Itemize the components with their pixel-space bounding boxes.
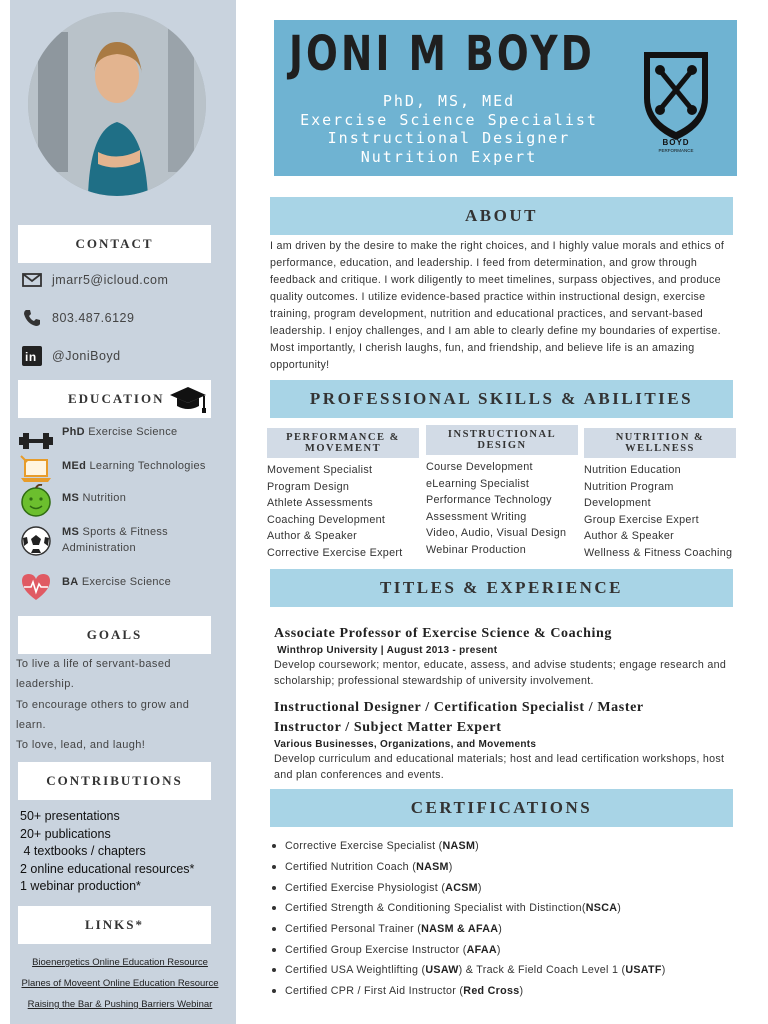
credentials: PhD, MS, MEd [382,92,516,110]
linkedin-row[interactable] [22,346,121,366]
skill-title-line: PERFORMANCE & [286,432,400,443]
contact-heading: CONTACT [18,225,211,263]
apple-icon [18,484,54,518]
cert-org: Red Cross [463,985,520,998]
skill-item: Movement Specialist [267,464,373,476]
header-subtitle [294,92,604,166]
skill-title-line: INSTRUCTIONAL [447,429,557,440]
svg-text:in: in [25,350,37,364]
role-line: Instructional Designer [327,129,571,147]
skill-column-instructional [426,425,578,559]
link-webinar[interactable]: Raising the Bar & Pushing Barriers Webinar [27,999,213,1010]
cert-org: USAW [425,964,459,977]
cert-tail: ) [661,964,666,977]
logo-subtext: PERFORMANCE [658,148,694,153]
contribution-item: 1 webinar production* [20,879,141,893]
skill-column-title [426,425,578,455]
certification-item [284,960,734,981]
goals-heading: GOALS [18,616,211,654]
heartbeat-icon [18,570,54,604]
skill-column-title [584,428,736,458]
skill-item: Nutrition Program [584,480,674,493]
skill-item: Course Development [426,461,533,473]
degree-label: MEd [62,460,87,472]
skill-item: Performance Technology [426,494,552,507]
skill-item: Program Design [267,480,350,493]
skill-item: Development [584,497,651,510]
role-line: Nutrition Expert [360,147,538,166]
cert-tail: ) [448,861,453,874]
bullet-icon [272,844,276,848]
degree-field: Sports & Fitness Administration [62,526,168,554]
experience-title: Associate Professor of Exercise Science & Coaching [274,626,612,641]
cert-tail: ) [496,943,501,956]
contribution-item: 50+ presentations [20,809,120,823]
skill-item: Corrective Exercise Expert [267,546,403,559]
contributions-heading: CONTRIBUTIONS [18,762,211,800]
education-item [18,570,228,604]
skill-column-performance [267,428,419,562]
education-item [18,524,228,558]
certification-item [284,981,734,1002]
skill-item: Author & Speaker [584,530,675,543]
certification-item [284,898,734,919]
cert-tail: ) [475,840,480,853]
certification-item [284,939,734,960]
skill-item: Assessment Writing [426,510,527,523]
cert-name: Certified Nutrition Coach ( [285,861,417,874]
cert-name: Certified Group Exercise Instructor ( [285,943,467,956]
laptop-icon [18,452,54,486]
cert-org: NASM & AFAA [421,923,499,936]
contribution-item: 4 textbooks / chapters [20,844,146,858]
contribution-item: 20+ publications [20,826,111,841]
degree-field: Exercise Science [81,576,172,588]
degree-label: MS [62,526,80,538]
phone-row[interactable] [22,308,134,328]
soccer-ball-icon [18,524,54,558]
skill-item: Coaching Development [267,513,386,526]
about-text: I am driven by the desire to make the right choices, and I highly value morals and ethics of performance, education, and leadership. I feed from determination, and grow through feedback and critique. I work diligently to meet timelines, surpass objectives, and produce quality outcomes. I utilize evidence-based practice within instructional design, exercise training, program development, nutrition and educational practices, and servant-based leadership. I enjoy challenges, and I am able to clearly define my boundaries of expertise. Most importantly, I cherish laughs, fun, and friendship, and believe life is an amazing opportunity! [270,240,725,371]
goal-item: To love, lead, and laugh! [16,739,146,752]
certification-item [284,857,734,878]
email-text[interactable]: jmarr5@icloud.com [52,273,169,287]
cert-org: NASM [416,861,449,874]
experience-meta: Winthrop University | August 2013 - present [274,645,498,656]
links-list [14,952,226,1015]
cert-name: Corrective Exercise Specialist ( [285,840,443,853]
goals-list [16,654,216,755]
bullet-icon [272,968,276,972]
bullet-icon [272,989,276,993]
cert-tail: ) [498,923,503,936]
experience-description: Develop coursework; mentor, educate, assess, and advise students; engage research and scholarship; professional stewardship of university involvement. [274,659,727,687]
certification-item [284,836,734,857]
cert-org: ACSM [445,881,478,894]
envelope-icon [22,270,42,290]
experience-meta: Various Businesses, Organizations, and Movements [274,739,537,750]
skill-title-line: DESIGN [477,440,527,451]
skill-item: Athlete Assessments [267,497,373,510]
education-item [18,484,228,518]
education-item [18,452,228,486]
cert-name: Certified Exercise Physiologist ( [285,881,446,894]
bullet-icon [272,906,276,910]
bullet-icon [272,927,276,931]
skill-column-title [267,428,419,458]
bullet-icon [272,865,276,869]
education-heading [18,380,211,418]
experience-item [274,624,734,689]
cert-tail: ) [519,985,524,998]
person-name: JONI M BOYD [289,26,595,82]
skill-item: eLearning Specialist [426,477,530,490]
cert-name: Certified USA Weightlifting ( [285,964,426,977]
certification-item [284,919,734,940]
cert-tail: ) [477,881,482,894]
role-line: Exercise Science Specialist [300,110,598,129]
skill-item: Author & Speaker [267,530,358,543]
goal-item: To encourage others to grow and learn. [16,698,190,731]
experience-item [274,698,734,783]
education-heading-text: EDUCATION [68,391,165,406]
profile-photo [28,12,206,196]
cert-org: NSCA [585,902,618,915]
contributions-list [20,808,220,896]
certifications-heading: CERTIFICATIONS [270,789,733,827]
degree-field: Learning Technologies [89,460,206,472]
skill-item: Video, Audio, Visual Design [426,527,567,540]
skill-item: Group Exercise Expert [584,513,699,526]
email-row[interactable] [22,270,168,290]
skill-title-line: MOVEMENT [304,443,382,454]
skill-item: Webinar Production [426,543,527,556]
cert-tail: ) & Track & Field Coach Level 1 ( [458,964,626,977]
cert-name: Certified Strength & Conditioning Specialist with Distinction( [285,902,586,915]
certifications-list [284,836,734,1002]
link-planes-of-movement[interactable]: Planes of Moveent Online Education Resource [21,978,219,989]
cert-org: AFAA [466,943,497,956]
skill-title-line: WELLNESS [625,443,695,454]
bullet-icon [272,948,276,952]
degree-label: PhD [62,426,85,438]
header-banner [274,20,737,176]
linkedin-text[interactable]: @JoniBoyd [52,349,121,363]
graduation-cap-icon [168,383,208,419]
about-heading: ABOUT [270,197,733,235]
skills-heading: PROFESSIONAL SKILLS & ABILITIES [270,380,733,418]
certification-item [284,877,734,898]
degree-label: BA [62,576,79,588]
skill-title-line: NUTRITION & [615,432,705,443]
experience-description: Develop curriculum and educational materials; host and lead certification workshops, host and plan conferences and events. [274,753,725,781]
bullet-icon [272,886,276,890]
cert-name: Certified Personal Trainer ( [285,923,422,936]
degree-field: Nutrition [82,492,127,504]
skill-column-nutrition [584,428,736,562]
cert-org: NASM [442,840,476,853]
cert-org: USATF [625,964,662,977]
experience-heading: TITLES & EXPERIENCE [270,569,733,607]
experience-title: Instructional Designer / Certification Specialist / Master Instructor / Subject Matter Expert [274,700,644,735]
cert-tail: ) [617,902,622,915]
linkedin-icon [22,346,42,366]
links-heading: LINKS* [18,906,211,944]
link-bioenergetics[interactable]: Bioenergetics Online Education Resource [32,957,208,968]
contribution-item: 2 online educational resources* [20,861,195,876]
cert-name: Certified CPR / First Aid Instructor ( [285,985,464,998]
degree-label: MS [62,492,80,504]
skill-item: Nutrition Education [584,464,681,476]
boyd-performance-logo [636,46,716,156]
skill-item: Wellness & Fitness Coaching [584,546,733,559]
phone-text[interactable]: 803.487.6129 [52,311,135,325]
logo-text: BOYD [662,138,690,147]
degree-field: Exercise Science [88,426,178,438]
phone-icon [22,308,42,328]
goal-item: To live a life of servant-based leadership. [16,658,171,691]
